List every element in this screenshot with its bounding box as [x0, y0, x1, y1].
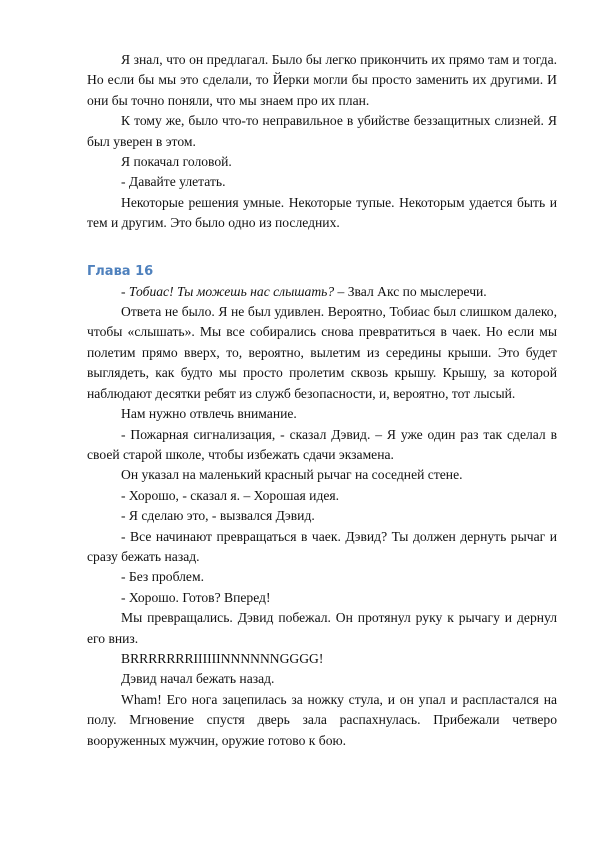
paragraph: Мы превращались. Дэвид побежал. Он протянул руку к рычагу и дернул его вниз. — [87, 610, 557, 646]
document-page — [87, 50, 557, 751]
paragraph: - Пожарная сигнализация, - сказал Дэвид. – Я уже один раз так сделал в своей старой школе, чтобы избежать сдачи экзамена. — [87, 426, 557, 462]
paragraph: Я покачал головой. — [121, 154, 232, 170]
paragraph: - Я сделаю это, - вызвался Дэвид. — [121, 508, 315, 524]
paragraph: - Хорошо, - сказал я. – Хорошая идея. — [121, 487, 340, 503]
speech-attribution: – Звал Акс по мыслеречи. — [334, 283, 487, 299]
paragraph: BRRRRRRRIIIIIINNNNNNGGGG! — [121, 650, 324, 666]
italic-thought-speech: - Тобиас! Ты можешь нас слышать? — [121, 283, 335, 299]
paragraph: Ответа не было. Я не был удивлен. Вероятно, Тобиас был слишком далеко, чтобы «слышать». Мы все собирались снова превратиться в чаек. Но если мы полетим прямо вверх, то, вероятно, вылетим из середины крыши. Это будет выглядеть, как будто мы просто пролетим сквозь крышу. Крышу, за которой наблюдают десятки ребят из служб безопасности, и, вероятно, тот лысый. — [87, 304, 557, 401]
paragraph: К тому же, было что-то неправильное в убийстве беззащитных слизней. Я был уверен в этом. — [87, 113, 557, 149]
paragraph: Я знал, что он предлагал. Было бы легко прикончить их прямо там и тогда. Но если бы мы это сделали, то Йерки могли бы просто заменить их другими. И они бы точно поняли, что мы знаем про их план. — [87, 52, 557, 108]
paragraph: - Давайте улетать. — [121, 174, 226, 190]
paragraph: Некоторые решения умные. Некоторые тупые. Некоторым удается быть и тем и другим. Это было одно из последних. — [87, 194, 557, 231]
paragraph: Wham! Его нога зацепилась за ножку стула, и он упал и распластался на полу. Мгновение спустя дверь зала распахнулась. Прибежали четверо вооруженных мужчин, оружие готово к бою. — [87, 691, 557, 748]
chapter-heading: Глава 16 — [87, 263, 154, 279]
paragraph: - Хорошо. Готов? Вперед! — [121, 589, 271, 605]
paragraph — [87, 282, 557, 302]
paragraph: Дэвид начал бежать назад. — [121, 671, 275, 687]
paragraph: Он указал на маленький красный рычаг на соседней стене. — [121, 467, 463, 483]
paragraph: - Все начинают превращаться в чаек. Дэвид? Ты должен дернуть рычаг и сразу бежать назад. — [87, 528, 557, 564]
paragraph: - Без проблем. — [121, 569, 204, 585]
paragraph: Нам нужно отвлечь внимание. — [121, 406, 297, 422]
